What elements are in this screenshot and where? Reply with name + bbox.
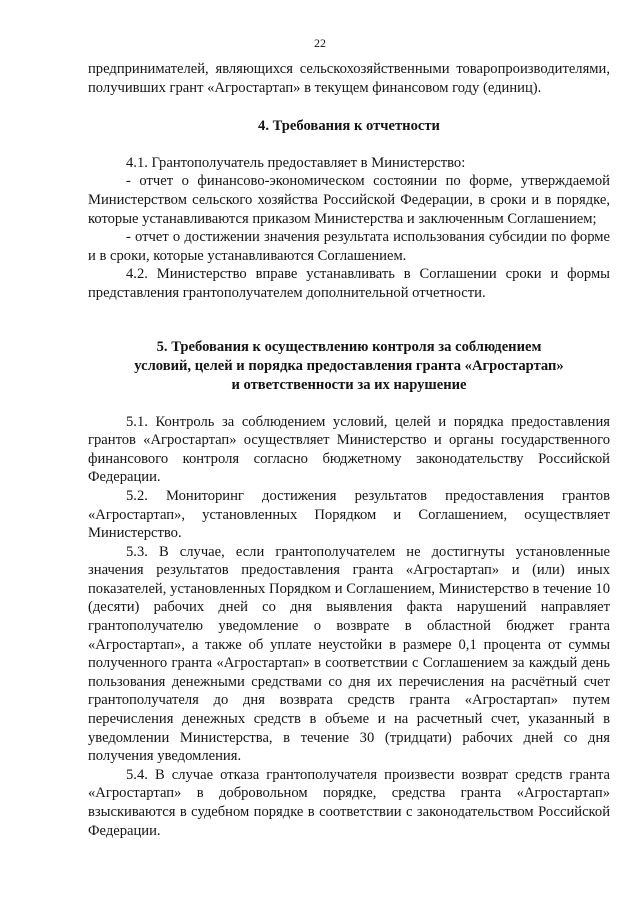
section-4-heading: 4. Требования к отчетности xyxy=(258,118,440,135)
section-5-heading xyxy=(88,338,610,395)
paragraph-5-4: 5.4. В случае отказа грантополучателя произвести возврат средств гранта «Агростартап» в добровольном порядке, средства гранта «Агростартап» взыскиваются в судебном порядке в соответствии с законодательством Российской Федерации. xyxy=(88,766,610,839)
document-body xyxy=(88,60,610,840)
continuation-paragraph: предпринимателей, являющихся сельскохозяйственными товаропроизводителями, получивших грант «Агростартап» в текущем финансовом году (единиц). xyxy=(88,61,610,96)
paragraph-5-3: 5.3. В случае, если грантополучателем не достигнуты установленные значения результатов предоставления гранта «Агростартап» и (или) иных показателей, установленных Порядком и Соглашением, Министерство в течение 10 (десяти) рабочих дней со дня выявления факта нарушений направляет грантополучателю уведомление о возврате в областной бюджет гранта «Агростартап», а также об уплате неустойки в размере 0,1 процента от суммы полученного гранта «Агростартап» в соответствии с Соглашением за каждый день пользования денежными средствами со дня их перечисления на расчётный счет грантополучателя до дня возврата средств гранта «Агростартап» путем перечисления денежных средств в объеме и на расчетный счет, указанный в уведомлении Министерства, в течение 30 (тридцати) рабочих дней со дня получения уведомления. xyxy=(88,543,610,765)
report-item-result: - отчет о достижении значения результата использования субсидии по форме и в сроки, которые устанавливаются Соглашением. xyxy=(88,229,610,264)
paragraph-5-2: 5.2. Мониторинг достижения результатов предоставления грантов «Агростартап», установленных Порядком и Соглашением, осуществляет Министерство. xyxy=(88,487,610,542)
section-5-heading-line-1: 5. Требования к осуществлению контроля за соблюдением xyxy=(156,338,542,355)
section-5-heading-line-2: условий, целей и порядка предоставления гранта «Агростартап» xyxy=(134,357,564,374)
paragraph-5-1: 5.1. Контроль за соблюдением условий, целей и порядка предоставления грантов «Агростартап» осуществляет Министерство и органы государственного финансового контроля согласно бюджетному законодательству Российской Федерации. xyxy=(88,413,610,486)
section-5-heading-line-3: и ответственности за их нарушение xyxy=(231,376,467,393)
page-number: 22 xyxy=(314,36,326,50)
paragraph-4-1: 4.1. Грантополучатель предоставляет в Министерство: xyxy=(126,154,466,171)
paragraph-4-2: 4.2. Министерство вправе устанавливать в Соглашении сроки и формы представления грантополучателем дополнительной отчетности. xyxy=(88,266,610,301)
report-item-financial: - отчет о финансово-экономическом состоянии по форме, утверждаемой Министерством сельского хозяйства Российской Федерации, в сроки и в порядке, которые устанавливаются приказом Министерства и заключенным Соглашением; xyxy=(88,173,610,227)
